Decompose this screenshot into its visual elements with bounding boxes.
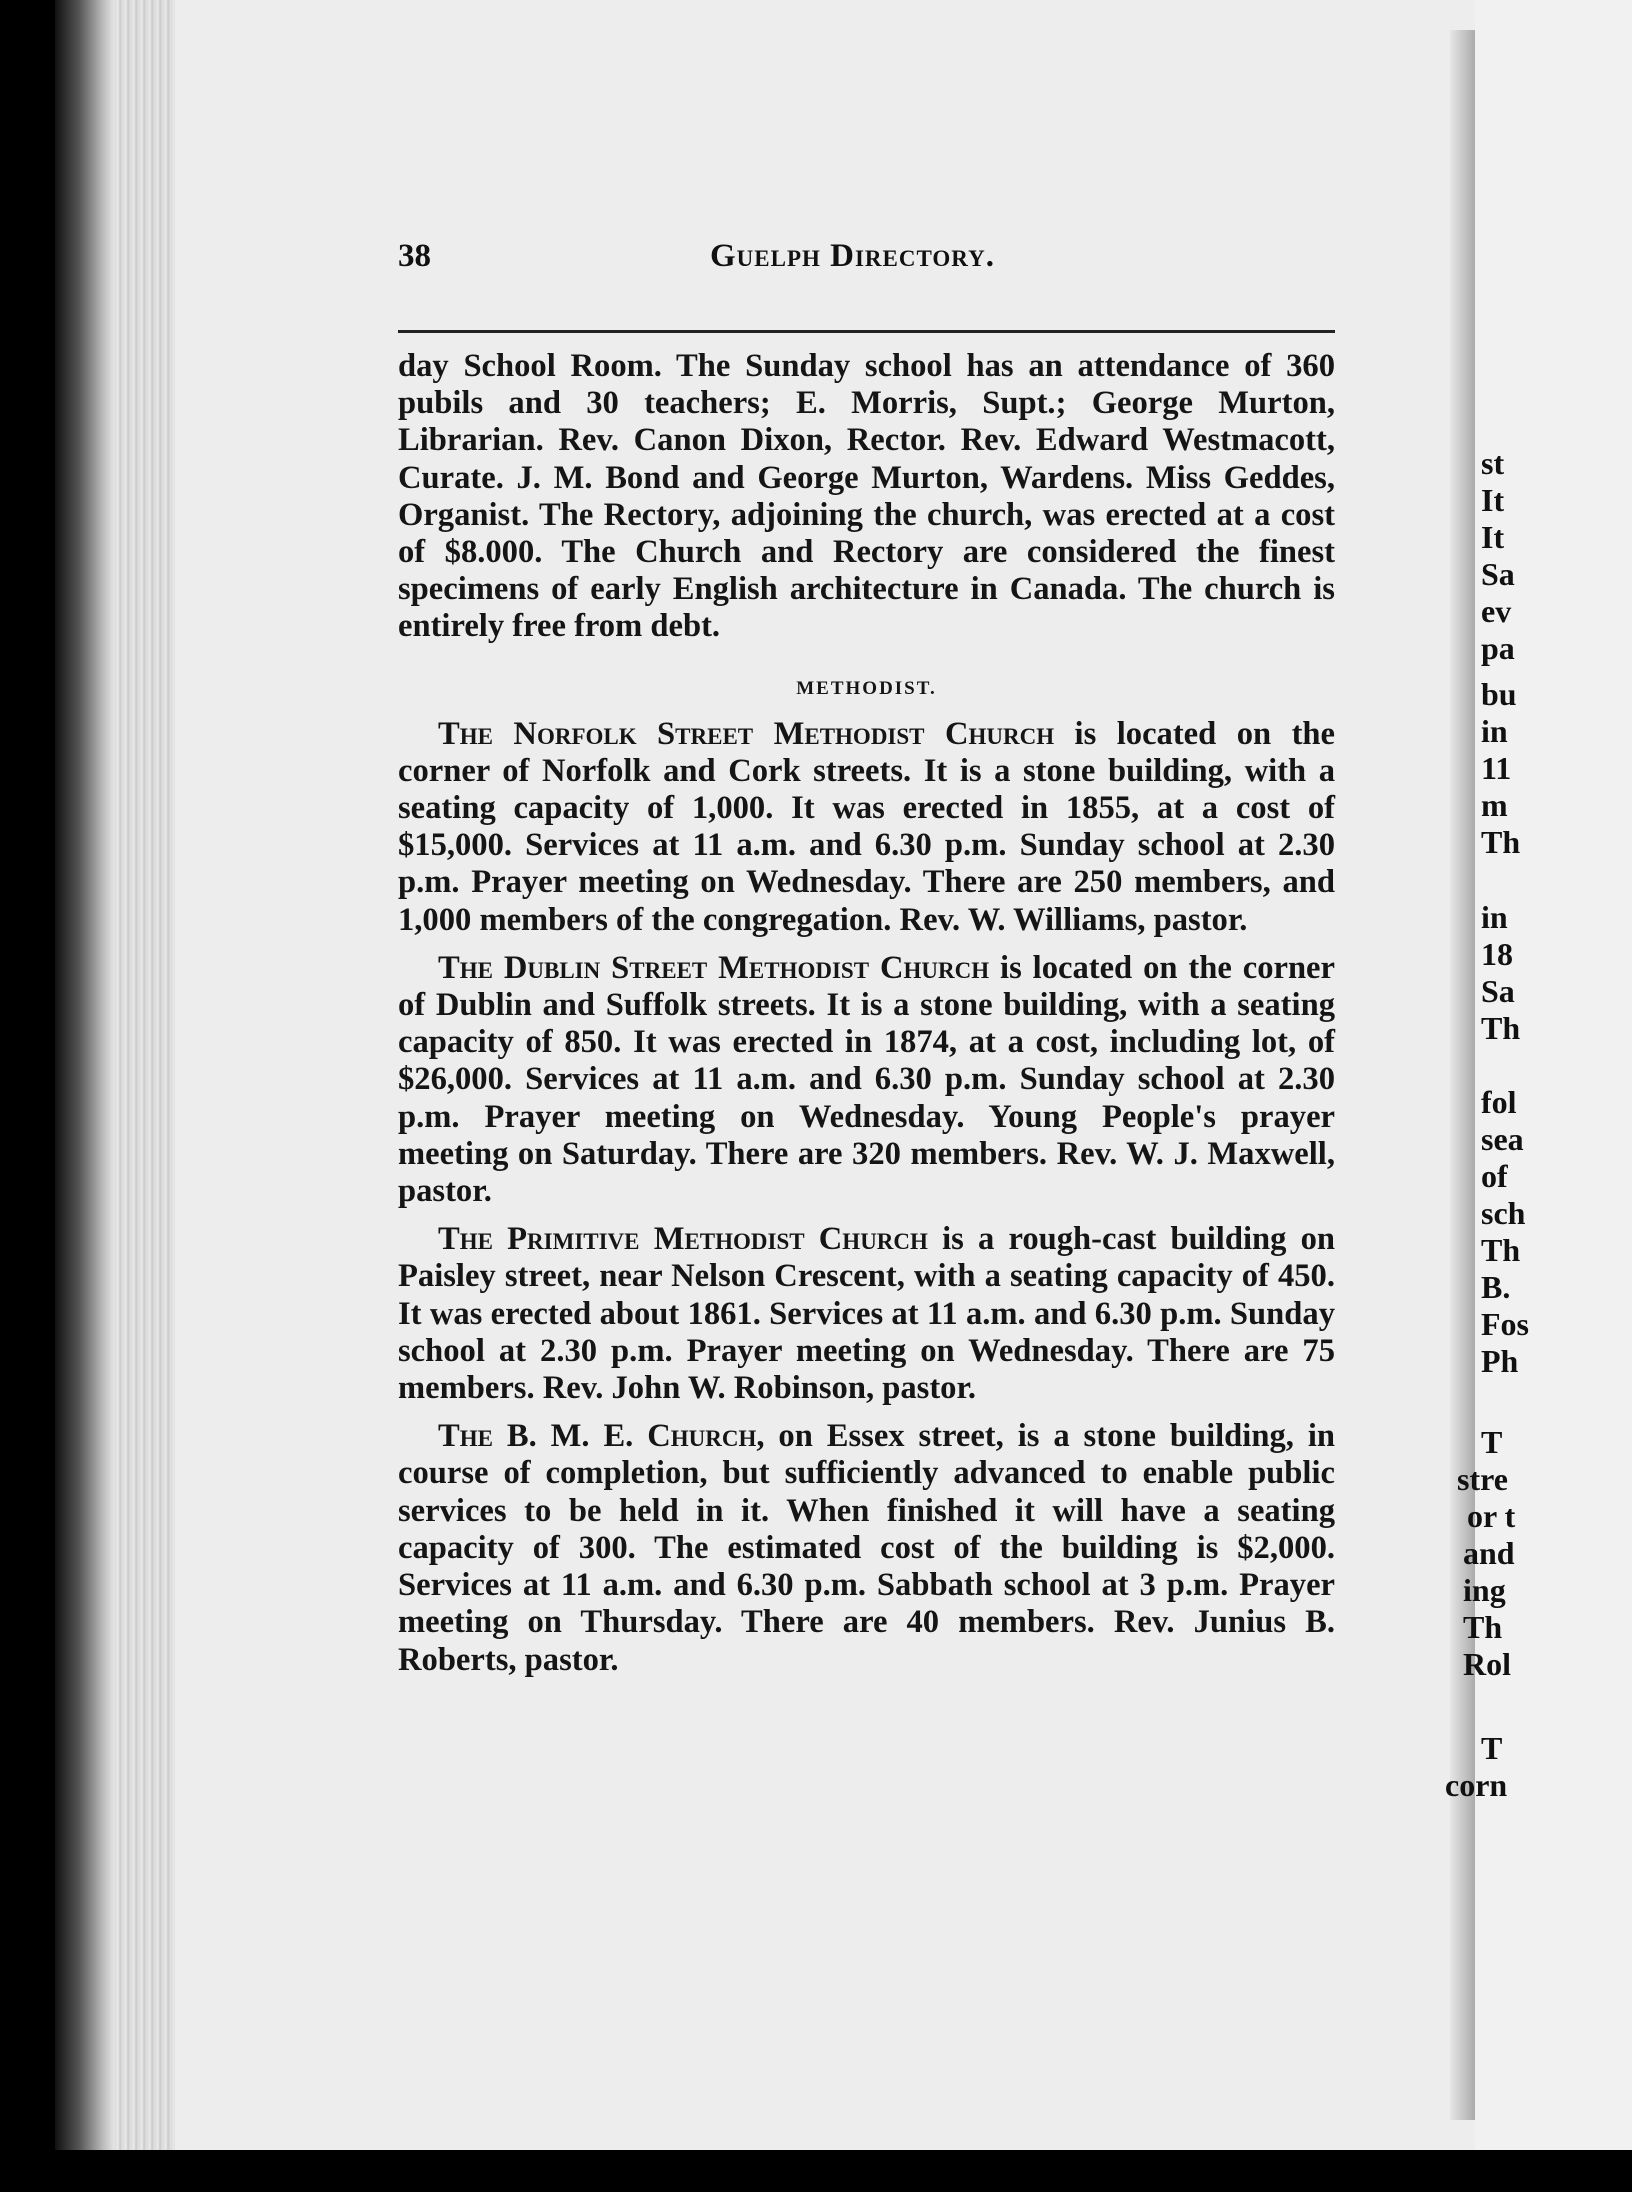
facing-page-fragment: It — [1481, 519, 1505, 555]
facing-page-fragment: of — [1481, 1158, 1508, 1194]
church-name: The B. M. E. Church — [438, 1418, 757, 1455]
book-edge-shadow — [55, 0, 115, 2150]
facing-page-fragment: ev — [1481, 593, 1512, 629]
running-head — [398, 238, 1333, 288]
facing-page-fragment: stre — [1457, 1461, 1508, 1497]
church-entry-dublin — [398, 950, 1335, 1210]
facing-page-fragment: 11 — [1481, 750, 1512, 786]
facing-page-fragment: T — [1481, 1424, 1503, 1460]
facing-page-edge — [1445, 0, 1632, 2150]
church-name: The Dublin Street Methodist Church — [438, 949, 990, 986]
intro-paragraph: day School Room. The Sunday school has an attendance of 360 pubils and 30 teachers; E. Morris, Supt.; George Murton, Librarian. Rev. Canon Dixon, Rector. Rev. Edward Westmacott, Curate. J. M. Bond and George Murton, Wardens. Miss Geddes, Organist. The Rectory, adjoining the church, was erected at a cost of $8.000. The Church and Rectory are considered the finest specimens of early English architecture in Canada. The church is entirely free from debt. — [398, 348, 1335, 645]
facing-page-fragment: Rol — [1463, 1646, 1511, 1682]
facing-page-fragment: pa — [1481, 630, 1515, 666]
facing-page-fragment: sea — [1481, 1121, 1524, 1157]
facing-page-fragment: Th — [1463, 1609, 1503, 1645]
facing-page-fragment: Fos — [1481, 1306, 1529, 1342]
page-stack-edges — [115, 0, 175, 2150]
church-entry-primitive — [398, 1221, 1335, 1407]
facing-page-fragment: st — [1481, 445, 1505, 481]
running-title: Guelph Directory. — [710, 238, 995, 274]
church-entry-bme — [398, 1418, 1335, 1678]
church-entry-norfolk — [398, 716, 1335, 939]
facing-page-fragment: Th — [1481, 1232, 1521, 1268]
facing-page-fragment: corn — [1445, 1767, 1508, 1803]
facing-page-fragment: Sa — [1481, 556, 1515, 592]
facing-page-fragment: and — [1463, 1535, 1515, 1571]
header-rule — [398, 330, 1335, 333]
church-description: is located on the corner of Dublin and Suffolk streets. It is a stone building, with a seating capacity of 850. It was erected in 1874, at a cost, including lot, of $26,000. Services at 11 a.m. and 6.30 p.m. Sunday school at 2.30 p.m. Prayer meeting on Wednesday. Young People's prayer meeting on Saturday. There are 320 members. Rev. W. J. Maxwell, pastor. — [398, 949, 1335, 1210]
facing-page-fragment: or t — [1467, 1498, 1516, 1534]
church-description: , on Essex street, is a stone building, in course of completion, but sufficiently advanced to enable public services to be held in it. When finished it will have a seating capacity of 300. The estimated cost of the building is $2,000. Services at 11 a.m. and 6.30 p.m. Sabbath school at 3 p.m. Prayer meeting on Thursday. There are 40 members. Rev. Junius B. Roberts, pastor. — [398, 1418, 1335, 1678]
facing-page-fragment: T — [1481, 1730, 1503, 1766]
facing-page-fragment: m — [1481, 787, 1508, 823]
facing-page-fragment: Sa — [1481, 973, 1515, 1009]
facing-page-fragment: in — [1481, 899, 1508, 935]
church-description: is located on the corner of Norfolk and Cork streets. It is a stone building, with a seating capacity of 1,000. It was erected in 1855, at a cost of $15,000. Services at 11 a.m. and 6.30 p.m. Sunday school at 2.30 p.m. Prayer meeting on Wednesday. There are 250 members, and 1,000 members of the congregation. Rev. W. Williams, pastor. — [398, 715, 1335, 938]
church-name: The Norfolk Street Methodist Church — [438, 715, 1055, 752]
facing-page-fragment: Th — [1481, 824, 1521, 860]
facing-page-fragment: fol — [1481, 1084, 1517, 1120]
facing-page-fragment: ing — [1463, 1572, 1506, 1608]
facing-page-fragment: bu — [1481, 676, 1517, 712]
church-name: The Primitive Methodist Church — [438, 1221, 928, 1258]
facing-page-fragment: Ph — [1481, 1343, 1519, 1379]
church-description: is a rough-cast building on Paisley street, near Nelson Crescent, with a seating capacity of 450. It was erected about 1861. Services at 11 a.m. and 6.30 p.m. Sunday school at 2.30 p.m. Prayer meeting on Wednesday. There are 75 members. Rev. John W. Robinson, pastor. — [398, 1221, 1335, 1407]
facing-page-fragment: It — [1481, 482, 1505, 518]
facing-page-fragment: in — [1481, 713, 1508, 749]
facing-page-fragment: 18 — [1481, 936, 1513, 972]
body-text — [398, 348, 1335, 1679]
page-number: 38 — [398, 238, 431, 274]
facing-page-fragment: sch — [1481, 1195, 1526, 1231]
facing-page-fragment: B. — [1481, 1269, 1511, 1305]
facing-page-fragment: Th — [1481, 1010, 1521, 1046]
section-heading: METHODIST. — [796, 677, 937, 699]
